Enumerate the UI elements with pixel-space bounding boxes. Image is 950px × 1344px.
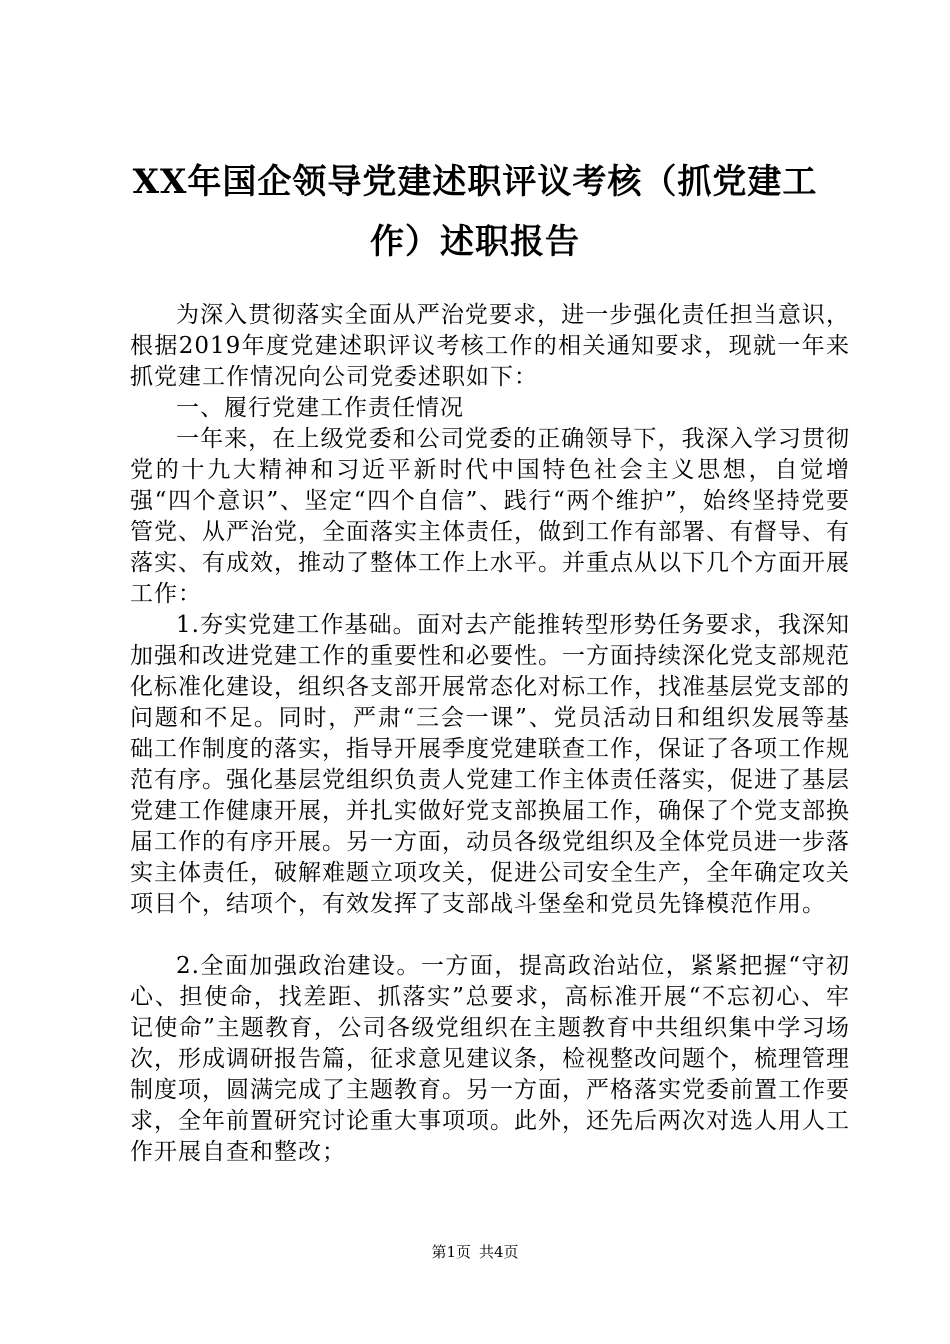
page-total: 共4页 [479,1243,519,1261]
document-body [130,300,850,1168]
paragraph-overview: 一年来，在上级党委和公司党委的正确领导下，我深入学习贯彻党的十九大精神和习近平新时代中国特色社会主义思想，自觉增强“四个意识”、坚定“四个自信”、践行“两个维护”，始终坚持党要管党、从严治党，全面落实主体责任，做到工作有部署、有督导、有落实、有成效，推动了整体工作上水平。并重点从以下几个方面开展工作： [130,426,850,607]
document-title-line-2: 作）述职报告 [370,222,580,262]
document-title-line-1: XX年国企领导党建述职评议考核（抓党建工 [132,162,818,202]
paragraph-intro: 为深入贯彻落实全面从严治党要求，进一步强化责任担当意识，根据2019年度党建述职评议考核工作的相关通知要求，现就一年来抓党建工作情况向公司党委述职如下： [130,302,850,390]
paragraph-item-1: 1.夯实党建工作基础。面对去产能推转型形势任务要求，我深知加强和改进党建工作的重要性和必要性。一方面持续深化党支部规范化标准化建设，组织各支部开展常态化对标工作，找准基层党支部的问题和不足。同时，严肃“三会一课”、党员活动日和组织发展等基础工作制度的落实，指导开展季度党建联查工作，保证了各项工作规范有序。强化基层党组织负责人党建工作主体责任落实，促进了基层党建工作健康开展，并扎实做好党支部换届工作，确保了个党支部换届工作的有序开展。另一方面，动员各级党组织及全体党员进一步落实主体责任，破解难题立项攻关，促进公司安全生产，全年确定攻关项目个，结项个，有效发挥了支部战斗堡垒和党员先锋模范作用。 [130,612,850,917]
page-footer [0,1242,950,1262]
section-heading: 一、履行党建工作责任情况 [176,395,464,421]
paragraph-item-2: 2.全面加强政治建设。一方面，提高政治站位，紧紧把握“守初心、担使命，找差距、抓落实”总要求，高标准开展“不忘初心、牢记使命”主题教育，公司各级党组织在主题教育中共组织集中学习场次，形成调研报告篇，征求意见建议条，检视整改问题个，梳理管理制度项，圆满完成了主题教育。另一方面，严格落实党委前置工作要求，全年前置研究讨论重大事项项。此外，还先后两次对选人用人工作开展自查和整改； [130,953,850,1165]
page-number: 第1页 [431,1243,471,1261]
